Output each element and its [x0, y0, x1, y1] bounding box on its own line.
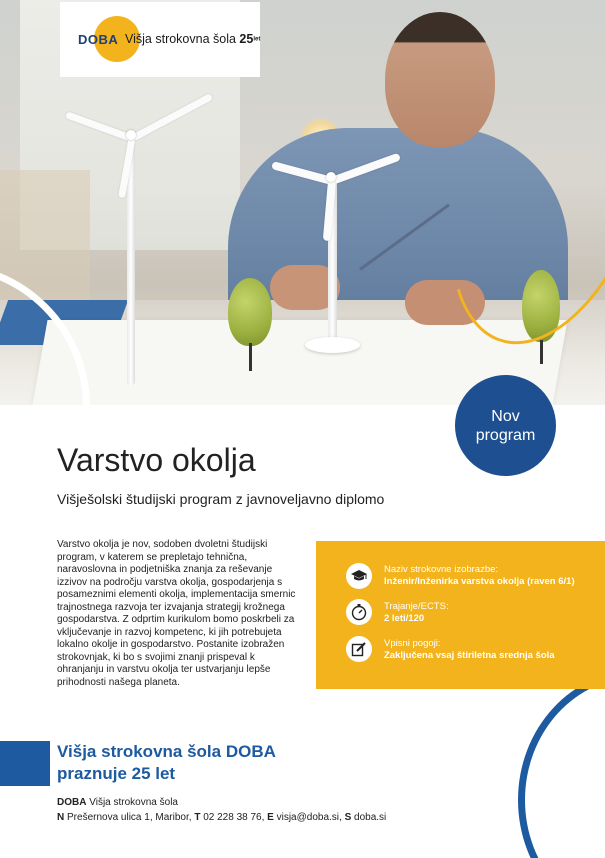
program-description: Varstvo okolja je nov, sodoben dvoletni študijski program, v katerem se prepletajo tehnična, naravoslovna in podjetniška znanja za reševanje izzivov na področju varstva okolja, gospodarjenja s posameznimi elementi okolja, implementacija smernic trajnostnega razvoja ter izvajanja strategij krožnega gospodarstva. Z odprtim kurikulom bomo poskrbeli za vključevanje in razvoj kompetenc, ki jih potrebujeta lokalno okolje in gospodarstvo. Postanite izobražen strokovnjak, ki bo s svojimi znanji prispeval k ohranjanju in varstvu okolja ter ustvarjanju lepše prihodnosti našega planeta.	[57, 539, 296, 688]
info-label-enrollment: Vpisni pogoji:	[384, 638, 441, 649]
logo-anniversary-unit: let	[253, 36, 261, 43]
program-title: Varstvo okolja	[57, 442, 256, 478]
new-program-badge	[455, 375, 556, 476]
contact-phone-key: T	[194, 812, 201, 823]
anniversary-heading	[57, 741, 276, 785]
info-value-duration: 2 leti/120	[384, 613, 425, 624]
contact-details	[57, 810, 386, 825]
badge-line-2: program	[475, 426, 536, 444]
anniversary-line-2: praznuje 25 let	[57, 764, 176, 783]
contact-org	[57, 795, 386, 810]
contact-email-key: E	[267, 812, 274, 823]
graduation-cap-icon	[346, 563, 372, 589]
program-subtitle: Višješolski študijski program z javnoveljavno diplomo	[57, 491, 385, 507]
info-label-qualification: Naziv strokovne izobrazbe:	[384, 564, 499, 575]
blue-arc-decoration	[518, 670, 605, 858]
contact-address-key: N	[57, 812, 65, 823]
wind-turbine-model-left	[95, 90, 235, 390]
contact-info	[57, 795, 386, 825]
contact-email[interactable]: visja@doba.si,	[276, 812, 342, 823]
contact-web-key: S	[344, 812, 352, 823]
logo-school-name	[125, 32, 260, 46]
contact-org-bold: DOBA	[57, 797, 87, 808]
info-value-qualification: Inženir/Inženirka varstva okolja (raven 6/1)	[384, 576, 575, 587]
stopwatch-icon	[346, 599, 372, 625]
logo-anniversary-number: 25	[239, 32, 254, 46]
contact-phone: 02 228 38 76,	[203, 812, 265, 823]
blue-accent-block	[0, 741, 50, 786]
pencil-square-icon	[346, 636, 372, 662]
doba-logo	[60, 2, 260, 77]
logo-brand: DOBA	[78, 32, 119, 47]
contact-org-rest: Višja strokovna šola	[89, 797, 178, 808]
program-info-box	[316, 541, 605, 689]
contact-web[interactable]: doba.si	[354, 812, 387, 823]
badge-line-1: Nov	[491, 407, 520, 425]
info-label-duration: Trajanje/ECTS:	[384, 601, 449, 612]
logo-school-text: Višja strokovna šola	[125, 32, 236, 46]
wind-turbine-model-center	[270, 135, 410, 360]
tree-model-left	[228, 278, 273, 373]
anniversary-line-1: Višja strokovna šola DOBA	[57, 742, 276, 761]
info-value-enrollment: Zaključena vsaj štiriletna srednja šola	[384, 650, 555, 661]
contact-address: Prešernova ulica 1, Maribor,	[67, 812, 192, 823]
